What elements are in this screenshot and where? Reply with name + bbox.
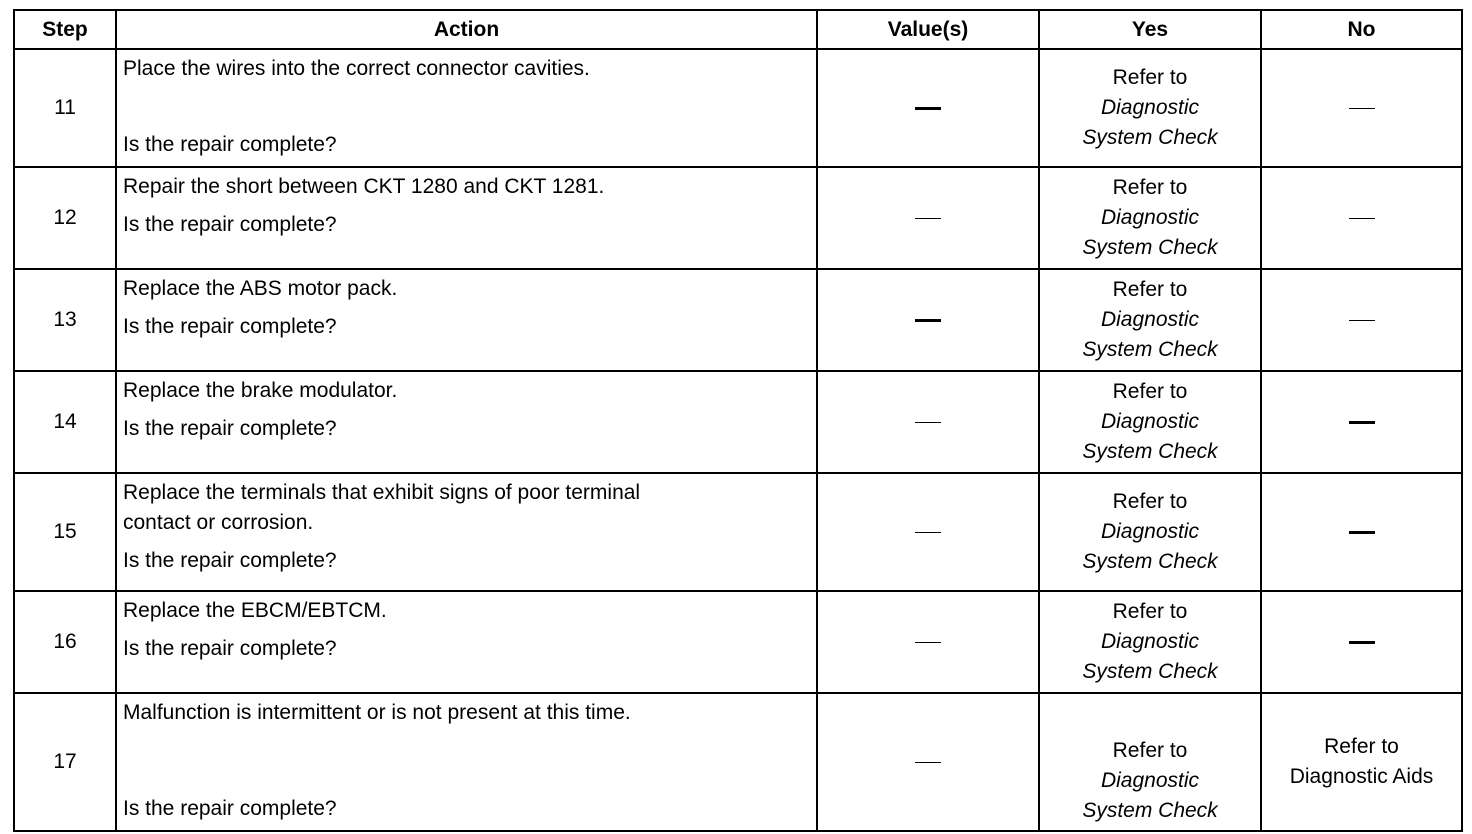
header-values: Value(s) — [817, 10, 1039, 49]
table-row-step-13 — [14, 269, 1462, 371]
yes-cell — [1039, 269, 1261, 371]
no-dash — [1349, 108, 1375, 109]
header-action: Action — [116, 10, 817, 49]
value-cell — [817, 371, 1039, 473]
no-cell — [1261, 269, 1462, 371]
action-cell — [116, 49, 817, 167]
step-number: 17 — [14, 693, 116, 831]
no-cell — [1261, 591, 1462, 693]
no-cell — [1261, 49, 1462, 167]
no-cell — [1261, 473, 1462, 591]
yes-link-diagnostic[interactable]: Diagnostic — [1100, 520, 1200, 543]
table-row-step-17 — [14, 693, 1462, 831]
value-dash — [915, 532, 941, 533]
no-cell — [1261, 371, 1462, 473]
action-cell — [116, 473, 817, 591]
yes-link-diagnostic[interactable]: Diagnostic — [1100, 206, 1200, 229]
yes-cell — [1039, 693, 1261, 831]
yes-refer-label: Refer to — [1112, 739, 1188, 762]
yes-link-system-check[interactable]: System Check — [1082, 236, 1218, 259]
no-refer-label: Refer to — [1324, 735, 1399, 758]
action-question: Is the repair complete? — [123, 797, 337, 820]
yes-link-diagnostic[interactable]: Diagnostic — [1100, 410, 1200, 433]
value-dash — [915, 422, 941, 423]
yes-cell — [1039, 591, 1261, 693]
no-dash — [1349, 531, 1375, 534]
yes-link-system-check[interactable]: System Check — [1082, 550, 1218, 573]
value-cell — [817, 591, 1039, 693]
table-row-step-14 — [14, 371, 1462, 473]
yes-cell — [1039, 167, 1261, 269]
yes-cell — [1039, 473, 1261, 591]
step-number: 14 — [14, 371, 116, 473]
action-question: Is the repair complete? — [123, 315, 337, 338]
yes-link-diagnostic[interactable]: Diagnostic — [1100, 769, 1200, 792]
header-yes: Yes — [1039, 10, 1261, 49]
header-step: Step — [14, 10, 116, 49]
action-cell — [116, 269, 817, 371]
value-dash — [915, 218, 941, 219]
yes-refer-label: Refer to — [1112, 490, 1188, 513]
action-instruction: Replace the EBCM/EBTCM. — [123, 599, 387, 622]
table-row-step-15 — [14, 473, 1462, 591]
action-question: Is the repair complete? — [123, 549, 337, 572]
action-instruction: Replace the terminals that exhibit signs of poor terminal — [123, 481, 641, 504]
no-dash — [1349, 421, 1375, 424]
yes-link-system-check[interactable]: System Check — [1082, 799, 1218, 822]
yes-link-diagnostic[interactable]: Diagnostic — [1100, 308, 1200, 331]
no-dash — [1349, 218, 1375, 219]
table-row-step-11 — [14, 49, 1462, 167]
value-dash — [915, 319, 941, 322]
no-link-diagnostic-aids[interactable]: Diagnostic Aids — [1289, 765, 1434, 788]
step-number: 15 — [14, 473, 116, 591]
table-header-row — [14, 10, 1462, 49]
value-cell — [817, 473, 1039, 591]
no-cell — [1261, 693, 1462, 831]
action-instruction: Replace the brake modulator. — [123, 379, 398, 402]
yes-link-system-check[interactable]: System Check — [1082, 660, 1218, 683]
value-dash — [915, 642, 941, 643]
yes-refer-label: Refer to — [1112, 380, 1188, 403]
diagnostic-table — [13, 9, 1463, 832]
yes-cell — [1039, 371, 1261, 473]
yes-link-system-check[interactable]: System Check — [1082, 126, 1218, 149]
header-no: No — [1261, 10, 1462, 49]
table-row-step-16 — [14, 591, 1462, 693]
value-cell — [817, 693, 1039, 831]
yes-link-diagnostic[interactable]: Diagnostic — [1100, 630, 1200, 653]
action-instruction: Repair the short between CKT 1280 and CKT 1281. — [123, 175, 605, 198]
yes-refer-label: Refer to — [1112, 176, 1188, 199]
action-instruction: Place the wires into the correct connector cavities. — [123, 57, 590, 80]
yes-link-diagnostic[interactable]: Diagnostic — [1100, 96, 1200, 119]
step-number: 16 — [14, 591, 116, 693]
yes-link-system-check[interactable]: System Check — [1082, 440, 1218, 463]
value-cell — [817, 269, 1039, 371]
value-cell — [817, 167, 1039, 269]
no-dash — [1349, 320, 1375, 321]
value-dash — [915, 762, 941, 763]
action-question: Is the repair complete? — [123, 637, 337, 660]
action-question: Is the repair complete? — [123, 417, 337, 440]
action-cell — [116, 167, 817, 269]
action-instruction-continued: contact or corrosion. — [123, 511, 314, 534]
yes-refer-label: Refer to — [1112, 66, 1188, 89]
action-cell — [116, 693, 817, 831]
step-number: 13 — [14, 269, 116, 371]
no-cell — [1261, 167, 1462, 269]
yes-link-system-check[interactable]: System Check — [1082, 338, 1218, 361]
yes-refer-label: Refer to — [1112, 600, 1188, 623]
yes-refer-label: Refer to — [1112, 278, 1188, 301]
no-dash — [1349, 641, 1375, 644]
action-question: Is the repair complete? — [123, 133, 337, 156]
value-cell — [817, 49, 1039, 167]
action-instruction: Malfunction is intermittent or is not present at this time. — [123, 701, 631, 724]
table-row-step-12 — [14, 167, 1462, 269]
step-number: 11 — [14, 49, 116, 167]
yes-cell — [1039, 49, 1261, 167]
step-number: 12 — [14, 167, 116, 269]
action-cell — [116, 371, 817, 473]
action-instruction: Replace the ABS motor pack. — [123, 277, 398, 300]
action-question: Is the repair complete? — [123, 213, 337, 236]
value-dash — [915, 107, 941, 110]
action-cell — [116, 591, 817, 693]
